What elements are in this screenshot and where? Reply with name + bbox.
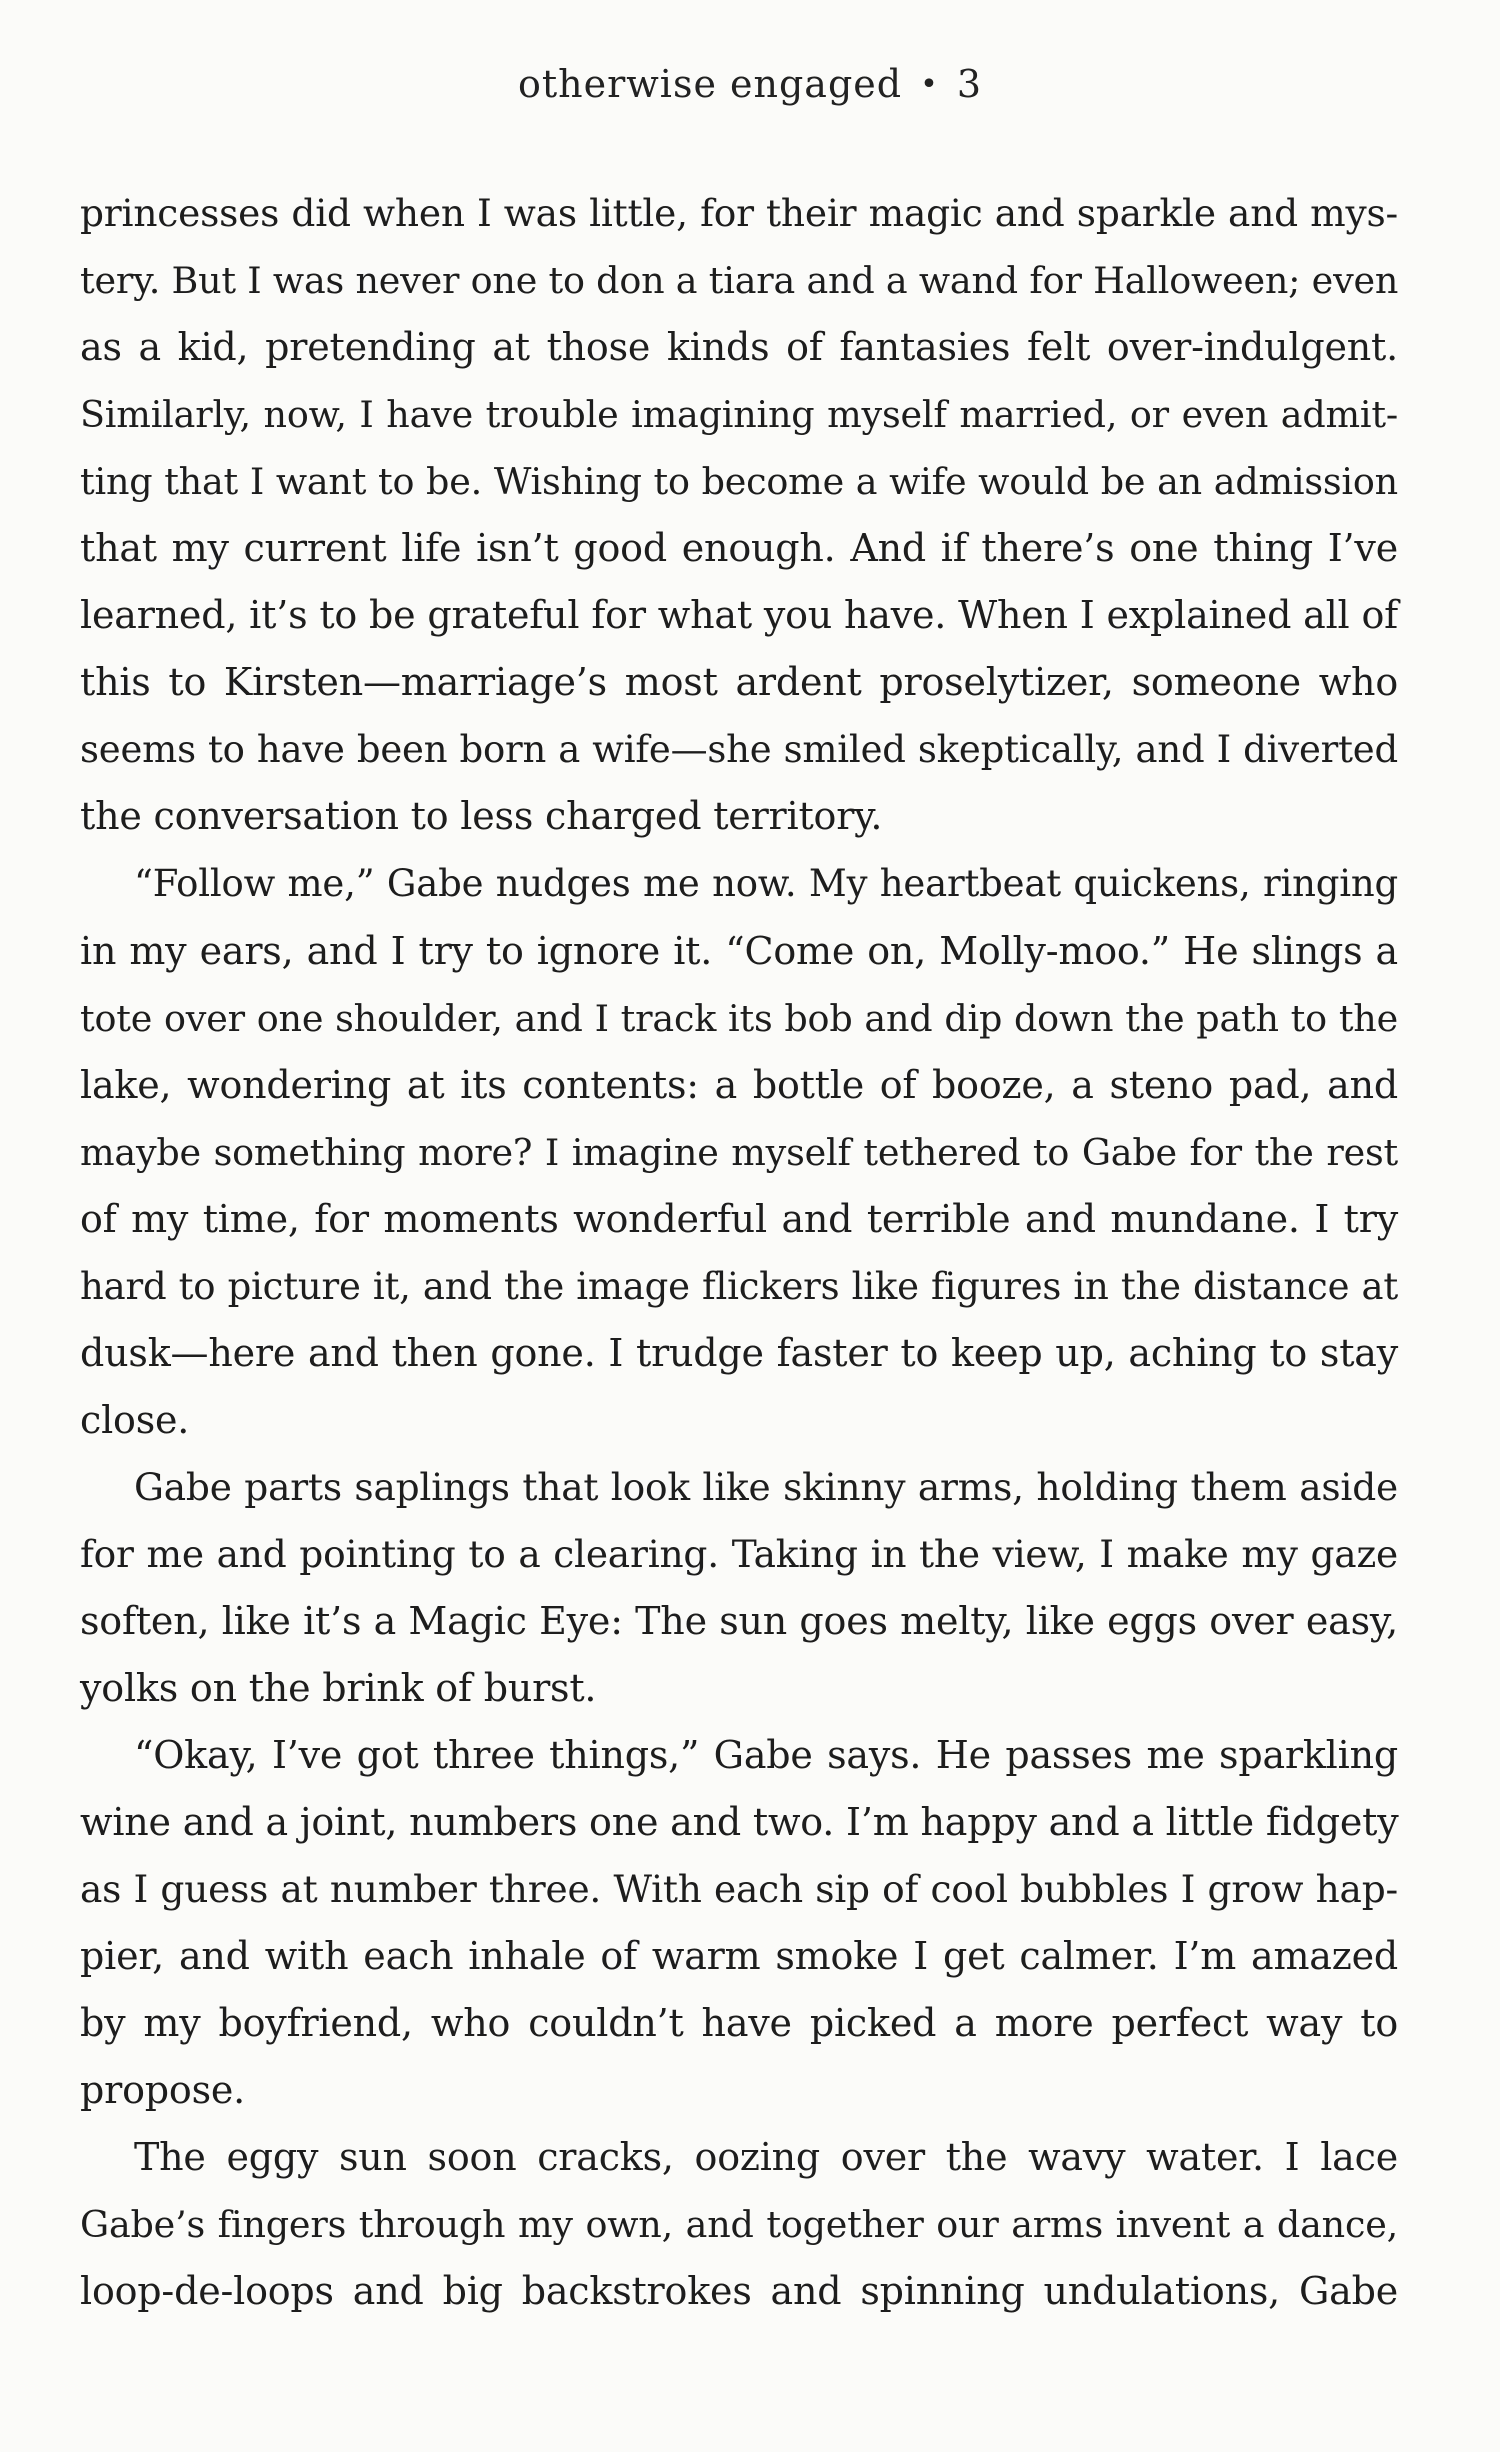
text-line: dusk—here and then gone. I trudge faster to keep up, aching to stay: [80, 1330, 1398, 1375]
text-line: “Okay, I’ve got three things,” Gabe says. He passes me sparkling: [134, 1733, 1398, 1778]
text-line: The eggy sun soon cracks, oozing over the wavy water. I lace: [134, 2135, 1398, 2180]
text-line: seems to have been born a wife—she smiled skeptically, and I diverted: [80, 728, 1398, 772]
text-line: that my current life isn’t good enough. And if there’s one thing I’ve: [80, 526, 1398, 571]
text-line: princesses did when I was little, for their magic and sparkle and mys-: [80, 191, 1398, 235]
text-line: Gabe’s fingers through my own, and together our arms invent a dance,: [80, 2203, 1398, 2247]
text-line: by my boyfriend, who couldn’t have picked a more perfect way to: [80, 2001, 1398, 2046]
text-line: in my ears, and I try to ignore it. “Come on, Molly-moo.” He slings a: [80, 928, 1398, 973]
text-line: pier, and with each inhale of warm smoke I get calmer. I’m amazed: [80, 1934, 1398, 1979]
text-line: lake, wondering at its contents: a bottle of booze, a steno pad, and: [80, 1062, 1398, 1107]
text-line: Gabe parts saplings that look like skinny arms, holding them aside: [134, 1464, 1398, 1509]
text-line: soften, like it’s a Magic Eye: The sun goes melty, like eggs over easy,: [80, 1598, 1398, 1643]
running-head: [0, 62, 1500, 106]
text-line: of my time, for moments wonderful and terrible and mundane. I try: [80, 1196, 1398, 1241]
text-line: learned, it’s to be grateful for what you have. When I explained all of: [80, 593, 1398, 638]
text-line: close.: [80, 1397, 190, 1442]
text-line: this to Kirsten—marriage’s most ardent proselytizer, someone who: [80, 660, 1398, 705]
text-line: tery. But I was never one to don a tiara and a wand for Halloween; even: [80, 259, 1399, 303]
text-line: loop-de-loops and big backstrokes and spinning undulations, Gabe: [80, 2269, 1398, 2314]
text-line: the conversation to less charged territory.: [80, 794, 883, 839]
running-head-title: otherwise engaged: [518, 62, 903, 106]
body-text: [80, 180, 1398, 2326]
text-line: propose.: [80, 2068, 246, 2113]
text-line: yolks on the brink of burst.: [80, 1666, 597, 1711]
text-line: wine and a joint, numbers one and two. I’m happy and a little fidgety: [80, 1800, 1399, 1845]
text-line: as I guess at number three. With each sip of cool bubbles I grow hap-: [80, 1867, 1398, 1912]
text-line: for me and pointing to a clearing. Taking in the view, I make my gaze: [80, 1531, 1398, 1576]
running-head-separator: •: [920, 67, 939, 102]
text-line: hard to picture it, and the image flickers like figures in the distance at: [80, 1264, 1398, 1308]
text-line: maybe something more? I imagine myself tethered to Gabe for the rest: [80, 1130, 1398, 1174]
page-number: 3: [956, 62, 982, 106]
text-line: “Follow me,” Gabe nudges me now. My heartbeat quickens, ringing: [134, 862, 1398, 906]
text-line: as a kid, pretending at those kinds of fantasies felt over-indulgent.: [80, 325, 1398, 370]
text-line: ting that I want to be. Wishing to become a wife would be an admission: [80, 460, 1398, 504]
text-line: tote over one shoulder, and I track its bob and dip down the path to the: [80, 996, 1398, 1040]
text-line: Similarly, now, I have trouble imagining myself married, or even admit-: [80, 393, 1398, 437]
